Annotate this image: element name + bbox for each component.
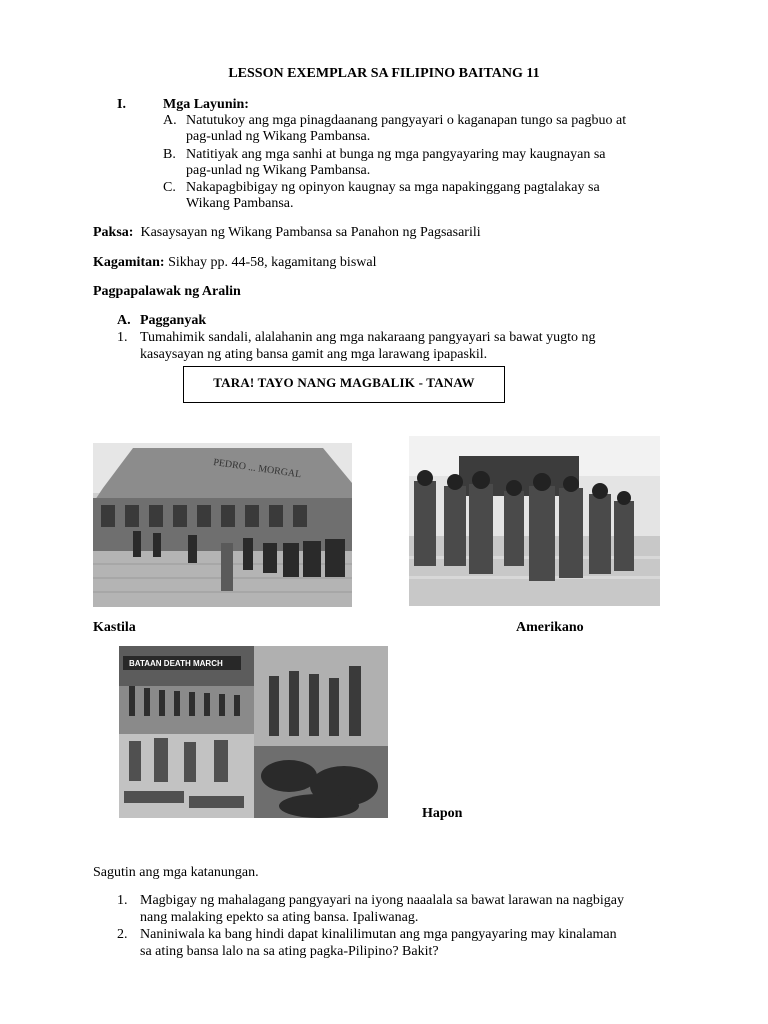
pagpapalawak-heading: Pagpapalawak ng Aralin xyxy=(93,284,241,299)
objective-a-line2: pag-unlad ng Wikang Pambansa. xyxy=(186,129,371,144)
amerikano-photo-image xyxy=(409,436,660,606)
pagganyak-letter: A. xyxy=(117,313,131,328)
question-2-line1: Naniniwala ka bang hindi dapat kinalilimutan ang mga pangyayaring may kinalaman xyxy=(140,927,617,942)
pagganyak-heading: Pagganyak xyxy=(140,313,207,328)
hapon-photo-image xyxy=(119,646,388,818)
objective-letter: B. xyxy=(163,147,176,162)
questions-intro: Sagutin ang mga katanungan. xyxy=(93,865,259,880)
paksa-label: Paksa: xyxy=(93,225,134,240)
objective-a-line1: Natutukoy ang mga pinagdaanang pangyayari o kaganapan tungo sa pagbuo at xyxy=(186,113,627,128)
kagamitan-line xyxy=(93,254,376,271)
bataan-label: BATAAN DEATH MARCH xyxy=(129,659,223,668)
section-numeral: I. xyxy=(117,97,126,112)
question-1-line1: Magbigay ng mahalagang pangyayari na iyong naaalala sa bawat larawan na nagbigay xyxy=(140,893,624,908)
hapon-caption: Hapon xyxy=(422,806,463,821)
question-num: 2. xyxy=(117,927,128,942)
kagamitan-label: Kagamitan: xyxy=(93,255,165,270)
magbalik-tanaw-text: TARA! TAYO NANG MAGBALIK - TANAW xyxy=(213,375,475,390)
section-heading: Mga Layunin: xyxy=(163,97,249,112)
amerikano-photo xyxy=(409,436,660,606)
building-sign-text: PEDRO ... MORGAL xyxy=(212,457,302,481)
question-1-line2: nang malaking epekto sa ating bansa. Ipaliwanag. xyxy=(140,910,419,925)
paksa-line xyxy=(93,224,481,241)
kagamitan-value: Sikhay pp. 44-58, kagamitang biswal xyxy=(168,255,377,270)
question-num: 1. xyxy=(117,893,128,908)
magbalik-tanaw-box xyxy=(183,366,505,403)
document-title: LESSON EXEMPLAR SA FILIPINO BAITANG 11 xyxy=(228,66,540,81)
paksa-value: Kasaysayan ng Wikang Pambansa sa Panahon ng Pagsasarili xyxy=(140,225,481,240)
objective-c-line2: Wikang Pambansa. xyxy=(186,196,294,211)
pagganyak-step-num: 1. xyxy=(117,330,128,345)
kastila-photo xyxy=(93,443,352,607)
objective-b-line2: pag-unlad ng Wikang Pambansa. xyxy=(186,163,371,178)
objective-c-line1: Nakapagbibigay ng opinyon kaugnay sa mga napakinggang pagtalakay sa xyxy=(186,180,600,195)
amerikano-caption: Amerikano xyxy=(516,620,584,635)
pagganyak-step-line1: Tumahimik sandali, alalahanin ang mga nakaraang pangyayari sa bawat yugto ng xyxy=(140,330,596,345)
objective-letter: C. xyxy=(163,180,176,195)
pagganyak-step-line2: kasaysayan ng ating bansa gamit ang mga larawang ipapaskil. xyxy=(140,347,488,362)
hapon-photo xyxy=(119,646,388,818)
objective-b-line1: Natitiyak ang mga sanhi at bunga ng mga pangyayaring may kaugnayan sa xyxy=(186,147,606,162)
objective-letter: A. xyxy=(163,113,177,128)
question-2-line2: sa ating bansa lalo na sa ating pagka-Pilipino? Bakit? xyxy=(140,944,439,959)
kastila-caption: Kastila xyxy=(93,620,136,635)
kastila-photo-image xyxy=(93,443,352,607)
